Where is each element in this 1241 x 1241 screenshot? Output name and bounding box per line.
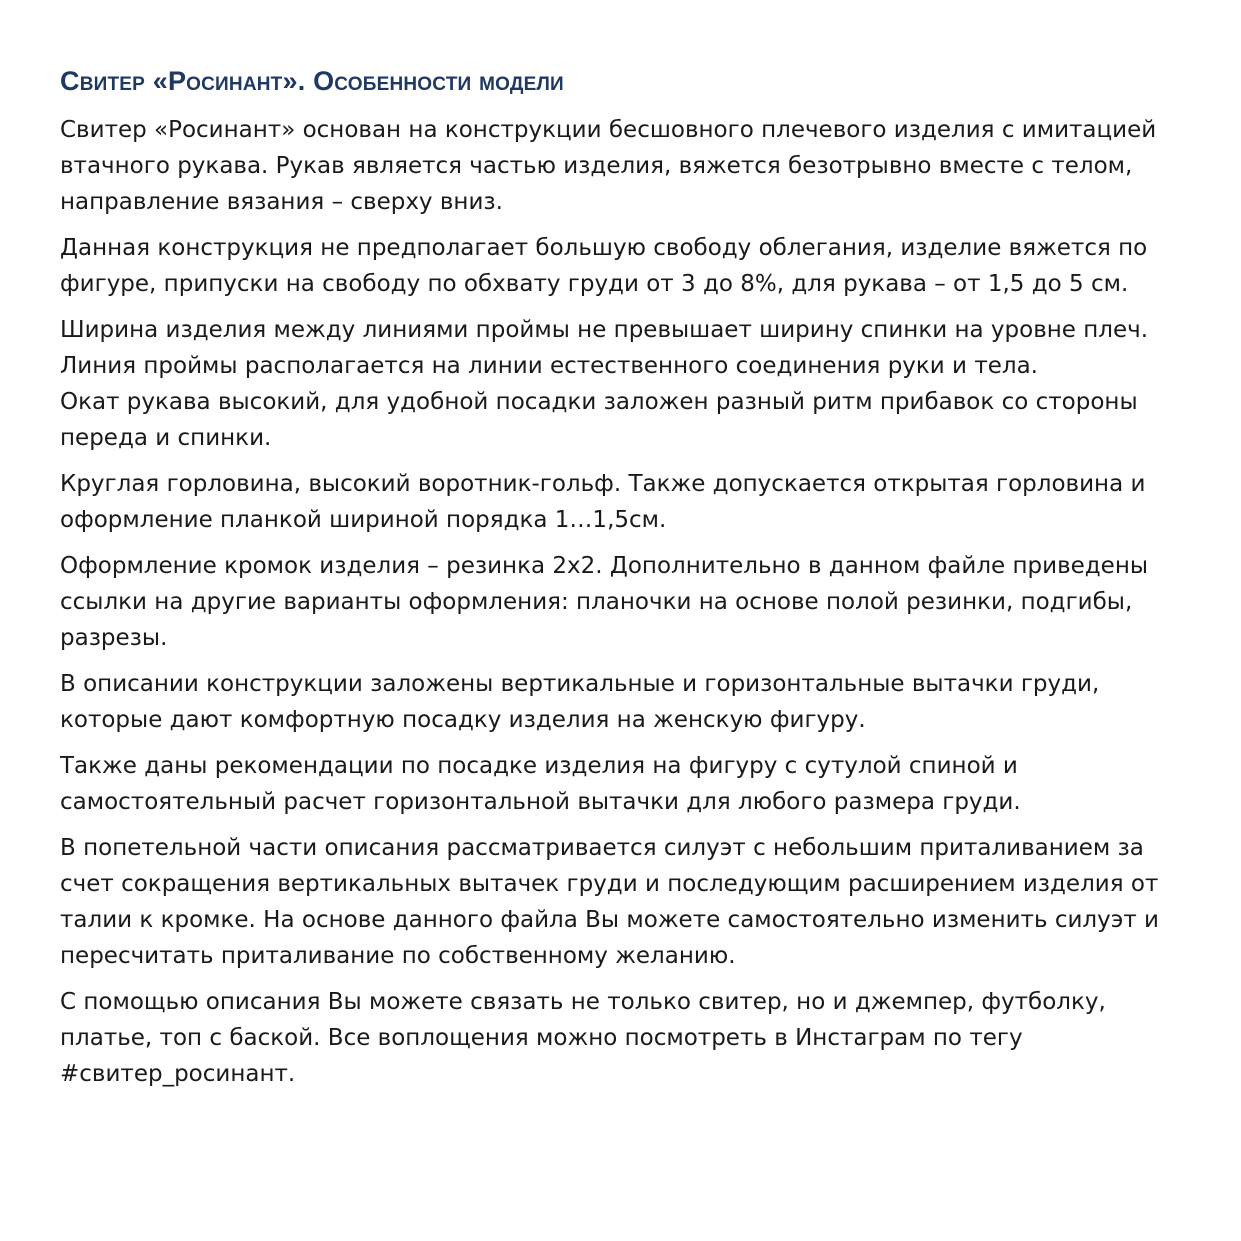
paragraph-line: направление вязания – сверху вниз. [60,189,503,215]
document-title: Свитер «Росинант». Особенности модели [60,66,564,96]
paragraph-armhole [60,312,1195,456]
paragraph-silhouette [60,830,1195,974]
paragraph-variations [60,984,1195,1092]
paragraph-line: Линия проймы располагается на линии естественного соединения руки и тела. [60,353,1038,379]
paragraph-construction [60,112,1195,220]
paragraph-line: Круглая горловина, высокий воротник-гольф. Также допускается открытая горловина и [60,471,1146,497]
paragraph-line: которые дают комфортную посадку изделия на женскую фигуру. [60,707,866,733]
paragraph-darts [60,666,1195,738]
paragraph-line: платье, топ с баской. Все воплощения можно посмотреть в Инстаграм по тегу [60,1025,1023,1051]
paragraph-line: ссылки на другие варианты оформления: планочки на основе полой резинки, подгибы, [60,589,1133,615]
paragraph-line: оформление планкой шириной порядка 1…1,5см. [60,507,667,533]
paragraph-line: Свитер «Росинант» основан на конструкции бесшовного плечевого изделия с имитацией [60,117,1157,143]
paragraph-line: пересчитать приталивание по собственному желанию. [60,943,736,969]
paragraph-fit [60,230,1195,302]
paragraph-line: самостоятельный расчет горизонтальной вытачки для любого размера груди. [60,789,1021,815]
paragraph-line: С помощью описания Вы можете связать не только свитер, но и джемпер, футболку, [60,989,1106,1015]
paragraph-line: Данная конструкция не предполагает большую свободу облегания, изделие вяжется по [60,235,1148,261]
paragraph-line: втачного рукава. Рукав является частью изделия, вяжется безотрывно вместе с телом, [60,153,1133,179]
paragraph-line: счет сокращения вертикальных вытачек груди и последующим расширением изделия от [60,871,1159,897]
paragraph-line: талии к кромке. На основе данного файла Вы можете самостоятельно изменить силуэт и [60,907,1160,933]
paragraph-neckline [60,466,1195,538]
paragraph-line: В описании конструкции заложены вертикальные и горизонтальные вытачки груди, [60,671,1100,697]
paragraph-line: #свитер_росинант. [60,1061,296,1087]
paragraph-recommendations [60,748,1195,820]
paragraph-line: фигуре, припуски на свободу по обхвату груди от 3 до 8%, для рукава – от 1,5 до 5 см. [60,271,1129,297]
paragraph-line: разрезы. [60,625,168,651]
paragraph-line: Ширина изделия между линиями проймы не превышает ширину спинки на уровне плеч. [60,317,1149,343]
paragraph-line: переда и спинки. [60,425,272,451]
paragraph-line: Окат рукава высокий, для удобной посадки заложен разный ритм прибавок со стороны [60,389,1138,415]
document-page [60,62,1195,1102]
paragraph-edges [60,548,1195,656]
paragraph-line: Также даны рекомендации по посадке изделия на фигуру с сутулой спиной и [60,753,1018,779]
paragraph-line: Оформление кромок изделия – резинка 2х2. Дополнительно в данном файле приведены [60,553,1149,579]
paragraph-line: В попетельной части описания рассматривается силуэт с небольшим приталиванием за [60,835,1144,861]
